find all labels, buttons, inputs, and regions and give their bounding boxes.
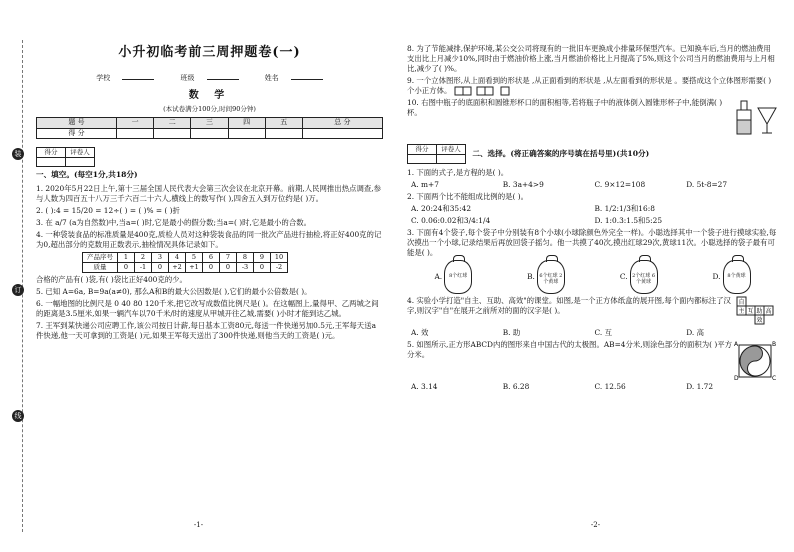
quality-id-cell: 10 — [271, 253, 288, 263]
quality-table — [82, 252, 288, 273]
section2-head — [407, 144, 778, 164]
mc-options-2 — [411, 204, 778, 214]
bag-option-b[interactable] — [527, 260, 565, 294]
grader-score-label: 得分 — [37, 148, 66, 158]
score-row-label: 得 分 — [37, 128, 117, 138]
question-4-blanks: 合格的产品有( )袋,有( )袋比正好400克的少。 — [36, 274, 187, 284]
quality-id-cell: 4 — [169, 253, 186, 263]
option-c[interactable]: C. 12.56 — [594, 381, 626, 391]
quality-value-cell: +1 — [186, 262, 203, 272]
bag-option-d[interactable] — [713, 260, 751, 294]
left-content — [36, 44, 383, 342]
class-label: 班级 — [180, 73, 195, 82]
option-a[interactable]: A. 20:24和35:42 — [411, 203, 472, 213]
section1-head — [36, 147, 383, 180]
quality-value-cell: -3 — [237, 262, 254, 272]
quality-value-label: 质量 — [83, 262, 118, 272]
question-9-text: 9. 一个立体图形,从上面看到的形状是 ,从正面看到的形状是 ,从左面看到的形状是 。要搭成这个立体图形需要( )个小正方体。 — [407, 75, 772, 95]
quality-value-cell: 0 — [203, 262, 220, 272]
mc-question-3: 3. 下面有4个袋子,每个袋子中分别装有8个小球(小球除颜色外完全一样)。小聪选择其中一个袋子进行摸球实验,每次摸出一个小球,记录结果后再放回袋子摇匀。他一共摸了40次,摸出红球29次,黄球11次。小聪选择的袋子最有可能是( )。 — [407, 227, 777, 257]
vertex-label: C — [772, 374, 777, 380]
mc-question-5-text: 5. 如图所示,正方形ABCD内的图形来自中国古代的太极图。AB=4分米,则涂色部分的面积为( )平方分米。 — [407, 339, 733, 359]
quality-id-cell: 1 — [118, 253, 135, 263]
vertex-label: D — [734, 374, 739, 380]
grader-name-label: 评卷人 — [437, 144, 466, 154]
score-header: 一 — [117, 118, 154, 128]
score-table — [36, 117, 383, 139]
name-field[interactable] — [291, 72, 323, 80]
bag-icon: 8个黄球 — [723, 260, 751, 294]
quality-value-cell: 0 — [152, 262, 169, 272]
binding-line — [12, 40, 23, 532]
option-a[interactable]: A. m+7 — [411, 179, 439, 189]
bag-letter: C. — [619, 271, 628, 281]
subject-title: 数 学 — [188, 89, 231, 101]
score-header: 四 — [228, 118, 265, 128]
binding-mark: 装 — [12, 148, 24, 160]
net-char: 主 — [738, 307, 745, 315]
cube-net-icon — [736, 296, 778, 326]
student-info — [36, 72, 383, 83]
quality-id-cell: 3 — [152, 253, 169, 263]
option-d[interactable]: D. 1.72 — [686, 381, 714, 391]
quality-value-cell: 0 — [118, 262, 135, 272]
score-cell[interactable] — [302, 128, 382, 138]
quality-value-cell: -1 — [135, 262, 152, 272]
bag-icon: 8个红球 — [444, 260, 472, 294]
score-header: 总 分 — [302, 118, 382, 128]
mc-options-5 — [411, 382, 778, 392]
quality-id-label: 产品序号 — [83, 253, 118, 263]
class-field[interactable] — [207, 72, 239, 80]
page-number-right: -2- — [590, 520, 601, 529]
mc-question-4 — [407, 296, 778, 326]
grader-box — [36, 147, 95, 167]
mc-options-1 — [411, 180, 778, 190]
bag-letter: A. — [434, 271, 443, 281]
mc-question-2: 2. 下面两个比不能组成比例的是( )。 — [407, 191, 528, 201]
option-d[interactable]: D. 1:0.3:1.5和5:25 — [594, 215, 663, 225]
score-header: 五 — [265, 118, 302, 128]
quality-id-cell: 6 — [203, 253, 220, 263]
grader-name-cell[interactable] — [66, 157, 95, 166]
binding-mark: 订 — [12, 284, 24, 296]
option-c[interactable]: C. 9×12=108 — [594, 179, 646, 189]
net-char: 高 — [765, 307, 772, 315]
quality-id-cell: 9 — [254, 253, 271, 263]
school-field[interactable] — [122, 72, 154, 80]
grader-score-label: 得分 — [408, 144, 437, 154]
grader-score-cell[interactable] — [408, 154, 437, 163]
binding-mark: 线 — [12, 410, 24, 422]
quality-id-cell: 8 — [237, 253, 254, 263]
quality-value-cell: +2 — [169, 262, 186, 272]
score-cell[interactable] — [154, 128, 191, 138]
question-10-text: 10. 右图中瓶子的底面积和圆锥形杯口的面积相等,若将瓶子中的液体倒入圆锥形杯子中,能倒满( )杯。 — [407, 97, 723, 117]
page-number-left: -1- — [193, 520, 204, 529]
option-a[interactable]: A. 效 — [411, 327, 429, 337]
score-cell[interactable] — [117, 128, 154, 138]
grader-box — [407, 144, 466, 164]
score-cell[interactable] — [228, 128, 265, 138]
score-cell[interactable] — [191, 128, 228, 138]
mc-question-1: 1. 下面的式子,是方程的是( )。 — [407, 167, 509, 177]
view-figures-icon — [454, 86, 518, 96]
net-char: 效 — [756, 316, 763, 324]
score-header: 题 号 — [37, 118, 117, 128]
score-header: 二 — [154, 118, 191, 128]
option-d[interactable]: D. 5t-8=27 — [686, 179, 728, 189]
page-right — [397, 0, 794, 552]
quality-value-cell: -2 — [271, 262, 288, 272]
score-header: 三 — [191, 118, 228, 128]
question-4: 4. 一种袋装食品的标准质量是400克,质检人员对这种袋装食品的同一批次产品进行抽检,将正好400克的记为0,超出部分的克数用正数表示,抽检情况具体记录如下。 — [36, 230, 382, 250]
mc-options-4 — [411, 328, 778, 338]
grader-name-cell[interactable] — [437, 154, 466, 163]
taiji-square-icon — [734, 340, 778, 380]
school-label: 学校 — [96, 73, 111, 82]
question-5: 5. 已知 A=6a, B=9a(a≠0), 那么A和B的最大公因数是( ),它们的最小公倍数是( )。 — [36, 286, 312, 296]
mc-question-5 — [407, 340, 778, 380]
option-c[interactable]: C. 互 — [594, 327, 612, 337]
name-label: 姓名 — [264, 73, 279, 82]
score-cell[interactable] — [265, 128, 302, 138]
question-10 — [407, 98, 778, 136]
option-c[interactable]: C. 0.06:0.02和3/4:1/4 — [411, 215, 491, 225]
net-char: 互 — [747, 307, 754, 315]
question-3: 3. 在 a/7 (a为自然数)中,当a=( )时,它是最小的假分数;当a=( )时,它是最小的合数。 — [36, 218, 311, 228]
mc-question-4-text: 4. 实验小学打造"自主、互助、高效"的课堂。如图,是一个正方体纸盒的展开图,每个面内都标注了汉字,则汉字"自"在展开之前所对的面的汉字是( )。 — [407, 295, 731, 315]
question-6: 6. 一幅地图的比例尺是 0 40 80 120千米,把它改写成数值比例尺是( )。在这幅图上,量得甲、乙两城之间的距离是3.5厘米,如果一辆汽车以70千米/时的速度从甲城开往乙城,需要( )小时才能到达乙城。 — [36, 298, 379, 318]
question-2: 2. ( ):4 = 15/20 = 12÷( ) = ( )% = ( )折 — [36, 206, 180, 216]
bag-icon: 2个红球 6个黄球 — [630, 260, 658, 294]
right-content — [407, 44, 778, 394]
question-9 — [407, 76, 778, 96]
section1-title: 一、填空。(每空1分,共18分) — [36, 169, 138, 179]
quality-id-cell: 5 — [186, 253, 203, 263]
option-a[interactable]: A. 3.14 — [411, 381, 438, 391]
quality-id-cell: 7 — [220, 253, 237, 263]
grader-score-cell[interactable] — [37, 157, 66, 166]
option-b[interactable]: B. 1/2:1/3和16:8 — [594, 203, 655, 213]
option-b[interactable]: B. 助 — [502, 327, 521, 337]
exam-note: (本试卷满分100分,时间90分钟) — [163, 105, 256, 114]
bag-letter: B. — [527, 271, 535, 281]
bag-option-c[interactable] — [620, 260, 658, 294]
bag-letter: D. — [712, 271, 721, 281]
vertex-label: A — [734, 340, 739, 348]
option-b[interactable]: B. 3a+4>9 — [502, 179, 544, 189]
bag-option-a[interactable] — [434, 260, 472, 294]
bottle-cone-icon — [734, 98, 778, 136]
vertex-label: B — [772, 340, 777, 348]
question-8: 8. 为了节能减排,保护环境,某公交公司将现有的一批旧车更换成小排量环保型汽车。已知换车后,当月的燃油费用支出比上月减少10%,同时由于燃油价格上涨,当月燃油价格比上月提高了5%,则这个公司当月的燃油费用与上月相比,减少了( )%。 — [407, 44, 775, 73]
grader-name-label: 评卷人 — [66, 148, 95, 158]
bag-options — [407, 260, 778, 294]
option-d[interactable]: D. 高 — [686, 327, 705, 337]
bag-icon: 6个红球 2个黄球 — [537, 260, 565, 294]
question-7: 7. 王军到某快递公司应聘工作,该公司按日计薪,每日基本工资80元,每送一件快递另加0.5元,王军每天送a件快递,他一天可拿到的工资是( )元,如果王军每天送出了300件快递,则他当天的工资是( )元。 — [36, 320, 376, 340]
net-char: 助 — [756, 307, 763, 315]
mc-options-2b — [411, 216, 778, 226]
option-b[interactable]: B. 6.28 — [502, 381, 530, 391]
quality-value-cell: 0 — [220, 262, 237, 272]
net-char: 自 — [738, 298, 745, 306]
exam-title: 小升初临考前三周押题卷(一) — [118, 45, 301, 60]
quality-value-cell: 0 — [254, 262, 271, 272]
quality-id-cell: 2 — [135, 253, 152, 263]
section2-title: 二、选择。(将正确答案的序号填在括号里)(共10分) — [472, 148, 650, 158]
question-1: 1. 2020年5月22日上午,第十三届全国人民代表大会第三次会议在北京开幕。前期,人民网推出热点调查,参与人数为四百五十八万三千六百二十六人,横线上的数写作( ),四舍五入到万位约是( )万。 — [36, 184, 381, 204]
